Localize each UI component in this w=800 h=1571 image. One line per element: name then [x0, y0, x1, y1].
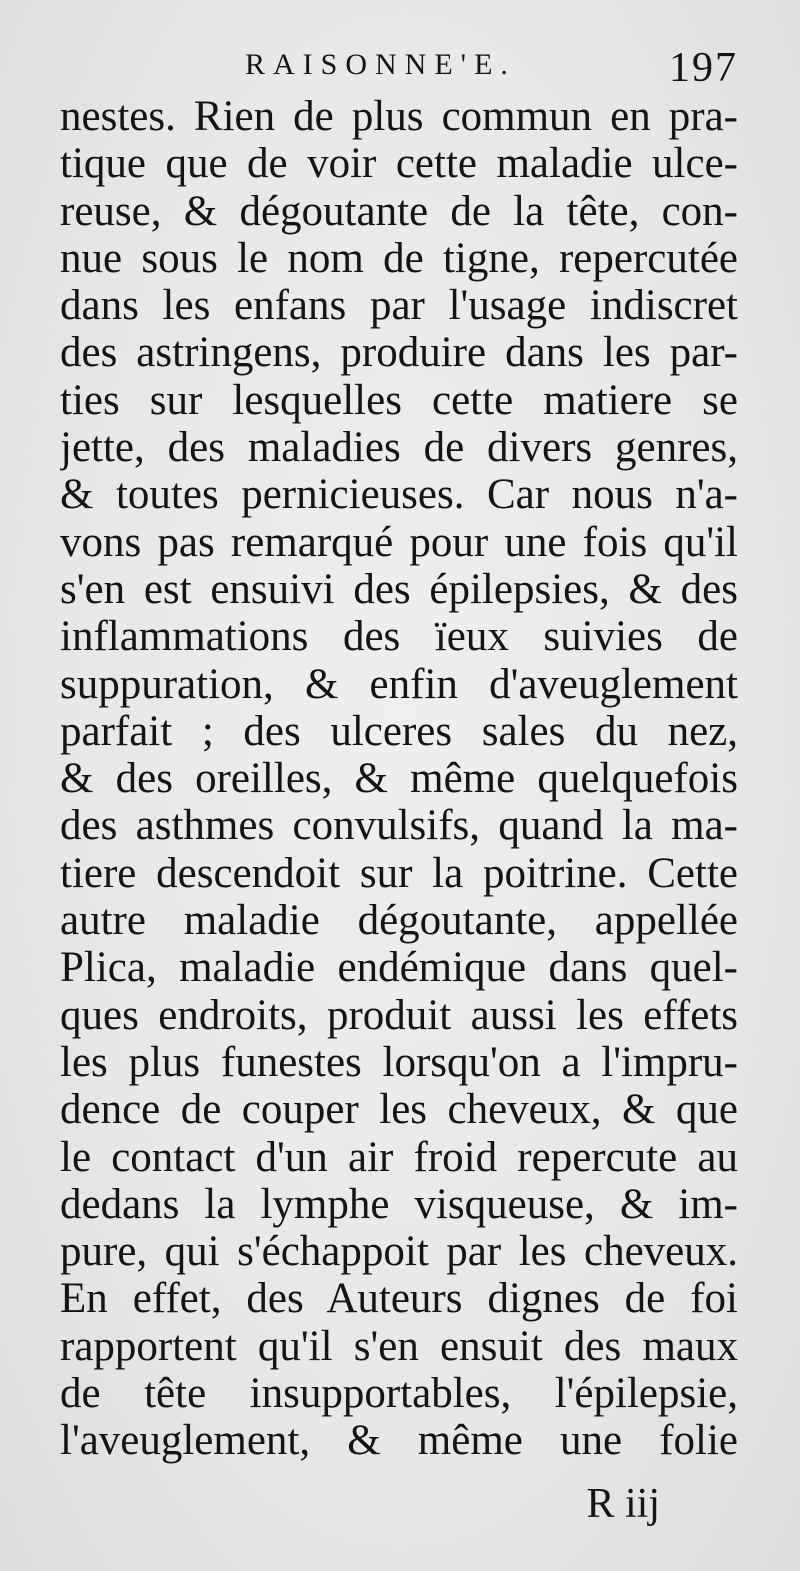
text-line: ties sur lesquelles cette matiere se [60, 376, 738, 424]
text-line: tique que de voir cette maladie ulce- [60, 140, 738, 188]
text-line: nestes. Rien de plus commun en pra- [60, 93, 738, 140]
text-line: autre maladie dégoutante, appellée [60, 897, 738, 945]
text-line: pure, qui s'échappoit par les cheveux. [60, 1228, 738, 1276]
running-head: RAISONNE'E. [245, 48, 516, 81]
text-line: le contact d'un air froid repercute au [60, 1133, 738, 1181]
text-line: s'en est ensuivi des épilepsies, & des [60, 565, 738, 613]
body-text [60, 93, 738, 1465]
page-number: 197 [669, 45, 738, 91]
text-line: des asthmes convulsifs, quand la ma- [60, 802, 738, 850]
text-line: des astringens, produire dans les par- [60, 329, 738, 377]
signature-mark: R iij [586, 1481, 660, 1527]
text-line: nue sous le nom de tigne, repercutée [60, 234, 738, 282]
text-line: jette, des maladies de divers genres, [60, 424, 738, 472]
text-line: inflammations des ïeux suivies de [60, 613, 738, 661]
text-line: parfait ; des ulceres sales du nez, [60, 707, 738, 755]
text-line: En effet, des Auteurs dignes de foi [60, 1275, 738, 1323]
text-line: reuse, & dégoutante de la tête, con- [60, 187, 738, 235]
text-line: l'aveuglement, & même une folie [60, 1417, 738, 1465]
text-line: tiere descendoit sur la poitrine. Cette [60, 849, 738, 897]
text-line: Plica, maladie endémique dans quel- [60, 944, 738, 992]
text-line: les plus funestes lorsqu'on a l'impru- [60, 1038, 738, 1086]
text-line: & toutes pernicieuses. Car nous n'a- [60, 471, 738, 519]
page-header [60, 44, 738, 94]
text-line: dedans la lymphe visqueuse, & im- [60, 1180, 738, 1228]
text-line: de tête insupportables, l'épilepsie, [60, 1370, 738, 1418]
text-line: dence de couper les cheveux, & que [60, 1086, 738, 1134]
text-line: ques endroits, produit aussi les effets [60, 991, 738, 1039]
text-line: suppuration, & enfin d'aveuglement [60, 660, 738, 708]
text-line: rapportent qu'il s'en ensuit des maux [60, 1322, 738, 1370]
text-line: vons pas remarqué pour une fois qu'il [60, 518, 738, 566]
text-line: & des oreilles, & même quelquefois [60, 755, 738, 803]
text-line: dans les enfans par l'usage indiscret [60, 282, 738, 330]
